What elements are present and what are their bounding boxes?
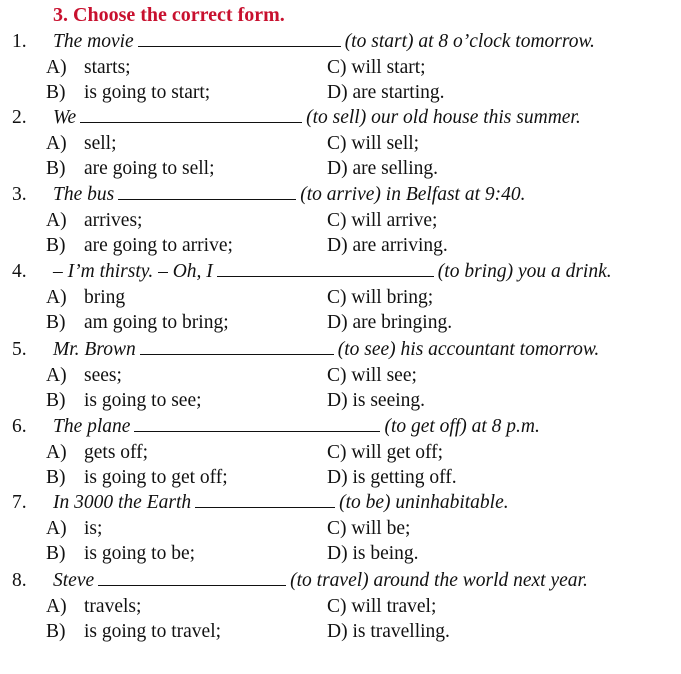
question-1	[0, 29, 681, 106]
question-number: 3.	[12, 184, 27, 205]
option-letter: D)	[327, 312, 348, 333]
option-b[interactable]	[46, 619, 221, 645]
option-d[interactable]	[327, 541, 419, 567]
stem-before: – I’m thirsty. – Oh, I	[53, 261, 213, 282]
option-a[interactable]	[46, 440, 148, 466]
stem-after: (to be) uninhabitable.	[339, 492, 509, 513]
option-letter: C)	[327, 442, 347, 463]
answer-blank[interactable]	[134, 414, 380, 432]
option-text: are starting.	[352, 82, 445, 103]
option-letter: A)	[46, 133, 67, 154]
answer-blank[interactable]	[98, 568, 286, 586]
option-text: are going to sell;	[84, 158, 215, 179]
option-letter: B)	[46, 543, 66, 564]
question-number: 6.	[12, 416, 27, 437]
option-a[interactable]	[46, 55, 131, 81]
option-letter: A)	[46, 442, 67, 463]
option-d[interactable]	[327, 233, 448, 259]
question-number: 7.	[12, 492, 27, 513]
option-letter: D)	[327, 390, 348, 411]
stem-after: (to sell) our old house this summer.	[306, 107, 581, 128]
option-letter: D)	[327, 82, 348, 103]
option-letter: A)	[46, 518, 67, 539]
question-number: 4.	[12, 261, 27, 282]
question-number: 8.	[12, 570, 27, 591]
option-a[interactable]	[46, 208, 142, 234]
option-c[interactable]	[327, 516, 410, 542]
question-7	[0, 490, 681, 567]
option-b[interactable]	[46, 541, 195, 567]
option-letter: A)	[46, 210, 67, 231]
option-d[interactable]	[327, 156, 438, 182]
question-6	[0, 414, 681, 491]
question-number: 1.	[12, 31, 27, 52]
answer-blank[interactable]	[80, 105, 302, 123]
stem-after: (to arrive) in Belfast at 9:40.	[300, 184, 526, 205]
option-c[interactable]	[327, 363, 417, 389]
option-b[interactable]	[46, 233, 233, 259]
option-text: is;	[84, 518, 103, 539]
option-text: travels;	[84, 596, 142, 617]
option-text: are bringing.	[352, 312, 453, 333]
stem-before: In 3000 the Earth	[53, 492, 192, 513]
option-text: is getting off.	[352, 467, 457, 488]
option-text: are going to arrive;	[84, 235, 233, 256]
option-b[interactable]	[46, 388, 202, 414]
option-letter: C)	[327, 596, 347, 617]
option-b[interactable]	[46, 465, 228, 491]
option-letter: D)	[327, 235, 348, 256]
option-c[interactable]	[327, 440, 443, 466]
option-text: is going to be;	[84, 543, 196, 564]
option-letter: C)	[327, 365, 347, 386]
option-letter: C)	[327, 518, 347, 539]
option-letter: B)	[46, 621, 66, 642]
option-text: will bring;	[351, 287, 434, 308]
question-8	[0, 568, 681, 645]
stem-before: We	[53, 107, 77, 128]
option-text: will get off;	[351, 442, 444, 463]
option-a[interactable]	[46, 516, 102, 542]
option-text: gets off;	[84, 442, 149, 463]
question-4	[0, 259, 681, 336]
option-d[interactable]	[327, 310, 452, 336]
option-letter: D)	[327, 158, 348, 179]
option-letter: B)	[46, 158, 66, 179]
question-3	[0, 182, 681, 259]
option-text: will start;	[351, 57, 426, 78]
option-d[interactable]	[327, 388, 425, 414]
option-text: will travel;	[351, 596, 437, 617]
question-number: 2.	[12, 107, 27, 128]
option-text: sell;	[84, 133, 117, 154]
stem-after: (to bring) you a drink.	[437, 261, 612, 282]
stem-after: (to travel) around the world next year.	[290, 570, 588, 591]
option-d[interactable]	[327, 80, 445, 106]
option-letter: D)	[327, 621, 348, 642]
option-a[interactable]	[46, 131, 117, 157]
question-5	[0, 337, 681, 414]
stem-after: (to get off) at 8 p.m.	[384, 416, 540, 437]
option-text: will sell;	[351, 133, 420, 154]
option-d[interactable]	[327, 619, 450, 645]
stem-before: The bus	[53, 184, 115, 205]
option-text: are arriving.	[352, 235, 448, 256]
option-letter: A)	[46, 365, 67, 386]
option-letter: C)	[327, 57, 347, 78]
option-text: is going to see;	[84, 390, 202, 411]
option-c[interactable]	[327, 594, 436, 620]
option-text: am going to bring;	[84, 312, 229, 333]
option-text: will arrive;	[351, 210, 438, 231]
option-letter: C)	[327, 210, 347, 231]
option-letter: A)	[46, 287, 67, 308]
stem-after: (to see) his accountant tomorrow.	[337, 339, 600, 360]
option-letter: A)	[46, 596, 67, 617]
option-letter: B)	[46, 467, 66, 488]
option-letter: B)	[46, 82, 66, 103]
option-letter: D)	[327, 543, 348, 564]
option-letter: D)	[327, 467, 348, 488]
answer-blank[interactable]	[140, 337, 334, 355]
answer-blank[interactable]	[217, 259, 434, 277]
option-letter: B)	[46, 235, 66, 256]
option-a[interactable]	[46, 285, 125, 311]
option-c[interactable]	[327, 131, 419, 157]
stem-before: The plane	[53, 416, 131, 437]
option-letter: C)	[327, 287, 347, 308]
question-2	[0, 105, 681, 182]
option-text: arrives;	[84, 210, 143, 231]
answer-blank[interactable]	[138, 29, 341, 47]
question-number: 5.	[12, 339, 27, 360]
option-c[interactable]	[327, 208, 437, 234]
option-text: is going to travel;	[84, 621, 222, 642]
option-text: are selling.	[352, 158, 439, 179]
option-a[interactable]	[46, 363, 122, 389]
option-text: is being.	[352, 543, 419, 564]
option-letter: C)	[327, 133, 347, 154]
answer-blank[interactable]	[195, 490, 335, 508]
option-b[interactable]	[46, 80, 210, 106]
option-c[interactable]	[327, 55, 426, 81]
option-text: is seeing.	[352, 390, 426, 411]
option-d[interactable]	[327, 465, 457, 491]
stem-after: (to start) at 8 o’clock tomorrow.	[344, 31, 595, 52]
stem-before: The movie	[53, 31, 134, 52]
option-text: is going to start;	[84, 82, 211, 103]
option-letter: B)	[46, 390, 66, 411]
option-text: will see;	[351, 365, 417, 386]
option-text: is travelling.	[352, 621, 450, 642]
option-a[interactable]	[46, 594, 141, 620]
option-text: sees;	[84, 365, 122, 386]
option-text: is going to get off;	[84, 467, 228, 488]
answer-blank[interactable]	[118, 182, 296, 200]
option-text: bring	[84, 287, 126, 308]
option-text: will be;	[351, 518, 411, 539]
option-text: starts;	[84, 57, 131, 78]
option-letter: A)	[46, 57, 67, 78]
stem-before: Mr. Brown	[53, 339, 136, 360]
stem-before: Steve	[53, 570, 95, 591]
option-c[interactable]	[327, 285, 433, 311]
option-letter: B)	[46, 312, 66, 333]
exercise-title: 3. Choose the correct form.	[53, 4, 285, 26]
option-b[interactable]	[46, 156, 215, 182]
option-b[interactable]	[46, 310, 229, 336]
